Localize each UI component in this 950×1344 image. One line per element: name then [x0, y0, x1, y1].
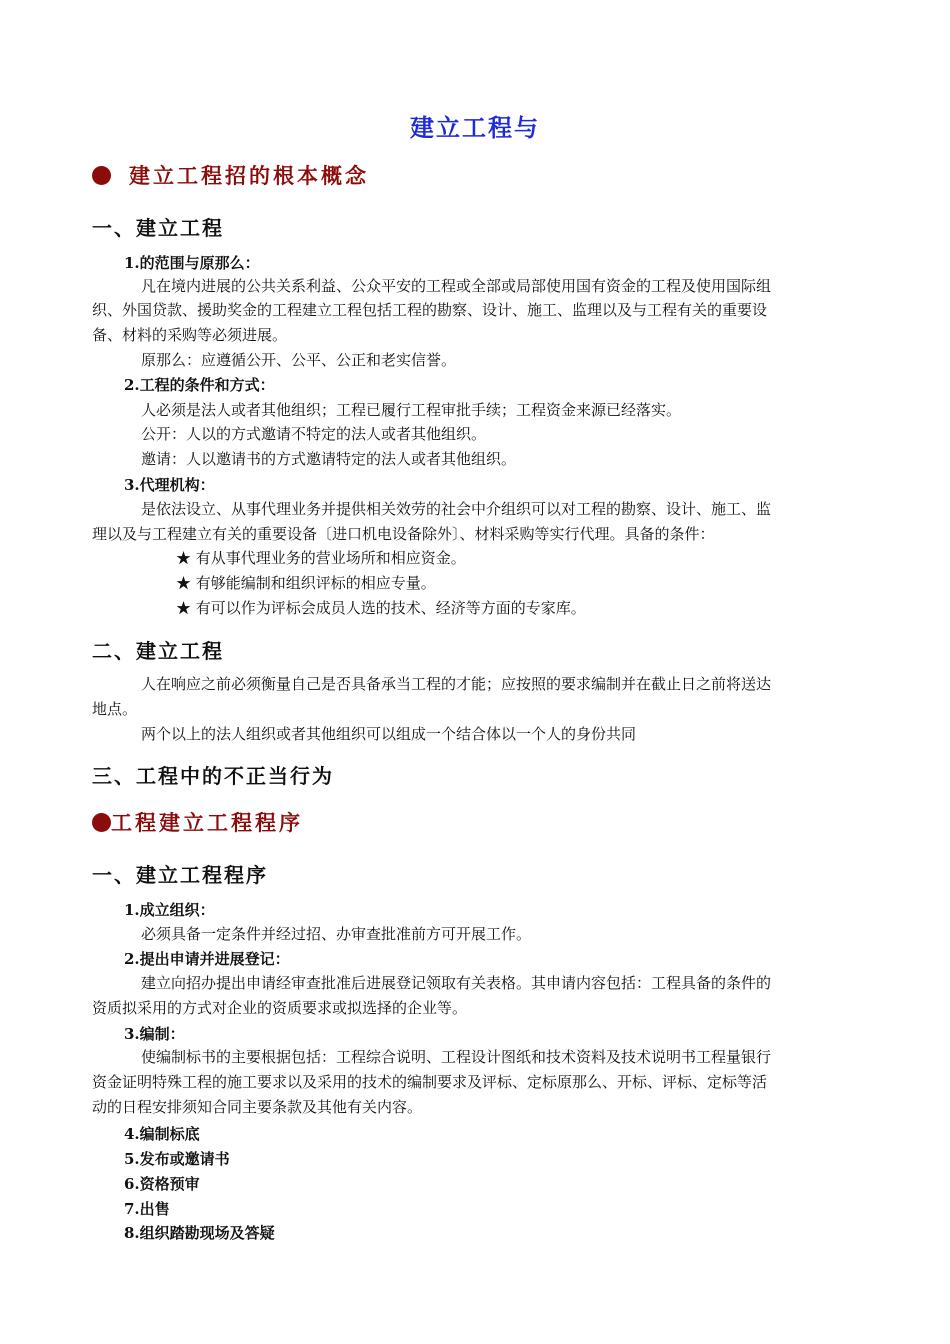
heading-1: 一、建立工程	[92, 216, 224, 240]
paragraph-line: 织、外国贷款、援助奖金的工程建立工程包括工程的勘察、设计、施工、监理以及与工程有关的重要设	[92, 301, 768, 319]
numbered-heading: 3.编制：	[124, 1025, 185, 1043]
star-list-item: ★ 有够能编制和组织评标的相应专量。	[176, 574, 436, 592]
section-heading-text: 工程建立工程程序	[111, 810, 303, 835]
heading-procedure: 一、建立工程程序	[92, 863, 268, 887]
paragraph-line: 人必须是法人或者其他组织；工程已履行工程审批手续；工程资金来源已经落实。	[141, 401, 682, 419]
paragraph-line: 备、材料的采购等必须进展。	[92, 326, 288, 344]
section-heading-text: 建立工程招的根本概念	[129, 163, 369, 188]
paragraph-line: 凡在境内进展的公共关系利益、公众平安的工程或全部或局部使用国有资金的工程及使用国际组	[141, 277, 772, 295]
paragraph-line: 是依法设立、从事代理业务并提供相关效劳的社会中介组织可以对工程的勘察、设计、施工、监	[141, 500, 772, 518]
numbered-heading: 1.成立组织：	[124, 901, 215, 919]
paragraph-line: 建立向招办提出申请经审查批准后进展登记领取有关表格。其申请内容包括：工程具备的条件的	[141, 974, 772, 992]
paragraph-line: 公开：人以的方式邀请不特定的法人或者其他组织。	[141, 425, 487, 443]
paragraph-line: 两个以上的法人组织或者其他组织可以组成一个结合体以一个人的身份共同	[141, 725, 637, 743]
bullet-circle-icon	[92, 166, 111, 185]
heading-2: 二、建立工程	[92, 639, 224, 663]
numbered-heading: 7.出售	[124, 1200, 170, 1218]
paragraph-line: 地点。	[92, 700, 138, 718]
star-list-item: ★ 有从事代理业务的营业场所和相应资金。	[176, 549, 466, 567]
section-heading-procedure	[92, 807, 303, 837]
section-heading-basics	[92, 160, 369, 190]
numbered-heading: 2.提出申请并进展登记：	[124, 950, 290, 968]
paragraph-line: 原那么：应遵循公开、公平、公正和老实信誉。	[141, 351, 457, 369]
numbered-heading: 6.资格预审	[124, 1175, 200, 1193]
paragraph-line: 资质拟采用的方式对企业的资质要求或拟选择的企业等。	[92, 999, 468, 1017]
paragraph-line: 必须具备一定条件并经过招、办审查批准前方可开展工作。	[141, 925, 532, 943]
numbered-heading: 1.的范围与原那么：	[124, 254, 260, 272]
numbered-heading: 8.组织踏勘现场及答疑	[124, 1224, 275, 1242]
paragraph-line: 使编制标书的主要根据包括：工程综合说明、工程设计图纸和技术资料及技术说明书工程量银行	[141, 1048, 772, 1066]
paragraph-line: 理以及与工程建立有关的重要设备〔进口机电设备除外〕、材料采购等实行代理。具备的条件：	[92, 525, 715, 543]
numbered-heading: 5.发布或邀请书	[124, 1150, 230, 1168]
paragraph-line: 人在响应之前必须衡量自己是否具备承当工程的才能；应按照的要求编制并在截止日之前将送达	[141, 675, 772, 693]
paragraph-line: 动的日程安排须知合同主要条款及其他有关内容。	[92, 1098, 423, 1116]
document-title: 建立工程与	[410, 113, 540, 142]
numbered-heading: 3.代理机构：	[124, 476, 215, 494]
numbered-heading: 2.工程的条件和方式：	[124, 376, 275, 394]
paragraph-line: 资金证明特殊工程的施工要求以及采用的技术的编制要求及评标、定标原那么、开标、评标、定标等活	[92, 1073, 768, 1091]
numbered-heading: 4.编制标底	[124, 1125, 200, 1143]
star-list-item: ★ 有可以作为评标会成员人选的技术、经济等方面的专家库。	[176, 599, 586, 617]
bullet-circle-icon	[92, 813, 111, 832]
paragraph-line: 邀请：人以邀请书的方式邀请特定的法人或者其他组织。	[141, 450, 517, 468]
heading-3: 三、工程中的不正当行为	[92, 764, 334, 788]
